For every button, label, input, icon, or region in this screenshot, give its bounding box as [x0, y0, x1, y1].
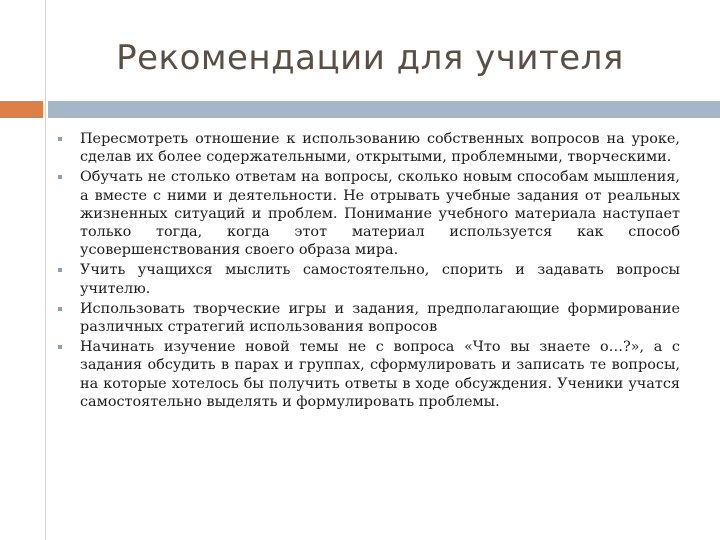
slide-title: Рекомендации для учителя	[116, 38, 624, 78]
list-item	[56, 168, 680, 259]
square-bullet-icon	[58, 268, 62, 272]
list-item	[56, 338, 680, 411]
vertical-divider	[45, 0, 46, 540]
list-item-text: Пересмотреть отношение к использованию собственных вопросов на уроке, сделав их более содержательными, открытыми, проблемными, творческими.	[80, 131, 680, 166]
list-item-text: Обучать не столько ответам на вопросы, сколько новым способам мышления, а вместе с ними и деятельности. Не отрывать учебные задания от реальных жизненных ситуаций и проблем. Понимание учебного материала наступает только тогда, когда этот материал используется как способ усовершенствования своего образа мира.	[80, 169, 680, 259]
recommendations-list	[56, 130, 680, 411]
square-bullet-icon	[58, 345, 62, 349]
square-bullet-icon	[58, 137, 62, 141]
list-item-text: Использовать творческие игры и задания, предполагающие формирование различных стратегий использования вопросов	[80, 300, 680, 336]
square-bullet-icon	[58, 307, 62, 311]
list-item	[56, 130, 680, 166]
square-bullet-icon	[58, 175, 62, 179]
list-item	[56, 300, 680, 336]
accent-bar-blue	[48, 101, 720, 118]
content-area	[56, 130, 680, 413]
list-item	[56, 261, 680, 297]
accent-bar-orange	[0, 101, 43, 118]
list-item-text: Начинать изучение новой темы не с вопроса «Что вы знаете о…?», а с задания обсудить в парах и группах, сформулировать и записать те вопросы, на которые хотелось бы получить ответы в ходе обсуждения. Ученики учатся самостоятельно выделять и формулировать проблемы.	[80, 339, 680, 410]
list-item-text: Учить учащихся мыслить самостоятельно, спорить и задавать вопросы учителю.	[80, 262, 680, 297]
